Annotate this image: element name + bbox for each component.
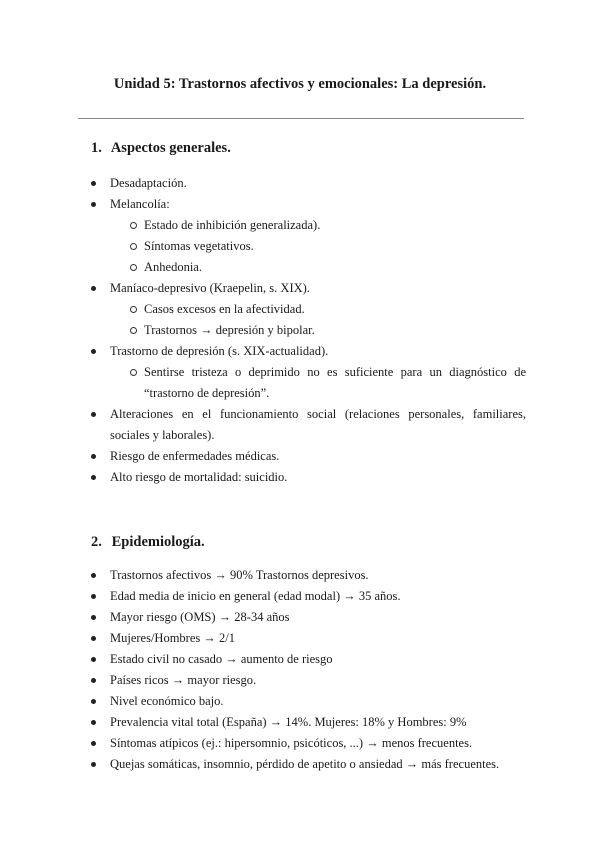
list-item: Mujeres/Hombres → 2/1 [90, 628, 526, 649]
sub-list [110, 362, 526, 404]
list-item: Desadaptación. [90, 173, 526, 194]
list-item: Trastornos afectivos → 90% Trastornos depresivos. [90, 565, 526, 586]
list-item: Alto riesgo de mortalidad: suicidio. [90, 467, 526, 488]
sub-list-item: Trastornos → depresión y bipolar. [110, 320, 526, 341]
list-item: Melancolía: Estado de inhibición generalizada). Síntomas vegetativos. Anhedonia. [90, 194, 526, 278]
list-item: Países ricos → mayor riesgo. [90, 670, 526, 691]
title-divider [78, 118, 524, 119]
list-item: Quejas somáticas, insomnio, pérdido de apetito o ansiedad → más frecuentes. [90, 754, 526, 775]
section-heading-aspectos [91, 140, 231, 157]
list-item: Trastorno de depresión (s. XIX-actualidad). Sentirse tristeza o deprimido no es suficiente para un diagnóstico de “trastorno de depresión”. [90, 341, 526, 404]
list-item: Mayor riesgo (OMS) → 28-34 años [90, 607, 526, 628]
list-item: Nivel económico bajo. [90, 691, 526, 712]
list-item: Riesgo de enfermedades médicas. [90, 446, 526, 467]
sub-list-item: Casos excesos en la afectividad. [110, 299, 526, 320]
section-title: Aspectos generales. [110, 140, 231, 156]
section-title: Epidemiología. [111, 534, 205, 550]
section-number: 2. [91, 534, 102, 550]
sub-list-item: Sentirse tristeza o deprimido no es suficiente para un diagnóstico de “trastorno de depresión”. [110, 362, 526, 404]
list-item: Edad media de inicio en general (edad modal) → 35 años. [90, 586, 526, 607]
section-number: 1. [91, 140, 102, 156]
section-heading-epidemiologia [91, 534, 205, 551]
sub-list-item: Estado de inhibición generalizada). [110, 215, 526, 236]
section-2-list [90, 565, 526, 775]
list-item: Estado civil no casado → aumento de riesgo [90, 649, 526, 670]
sub-list [110, 299, 526, 341]
section-1-list [90, 173, 526, 488]
document-title: Unidad 5: Trastornos afectivos y emocionales: La depresión. [113, 76, 487, 92]
sub-list [110, 215, 526, 278]
list-item: Síntomas atípicos (ej.: hipersomnio, psicóticos, ...) → menos frecuentes. [90, 733, 526, 754]
sub-list-item: Anhedonia. [110, 257, 526, 278]
list-item: Maníaco-depresivo (Kraepelin, s. XIX). Casos excesos en la afectividad. Trastornos → depresión y bipolar. [90, 278, 526, 341]
list-item: Prevalencia vital total (España) → 14%. Mujeres: 18% y Hombres: 9% [90, 712, 526, 733]
sub-list-item: Síntomas vegetativos. [110, 236, 526, 257]
list-item: Alteraciones en el funcionamiento social (relaciones personales, familiares, sociales y laborales). [90, 404, 526, 446]
